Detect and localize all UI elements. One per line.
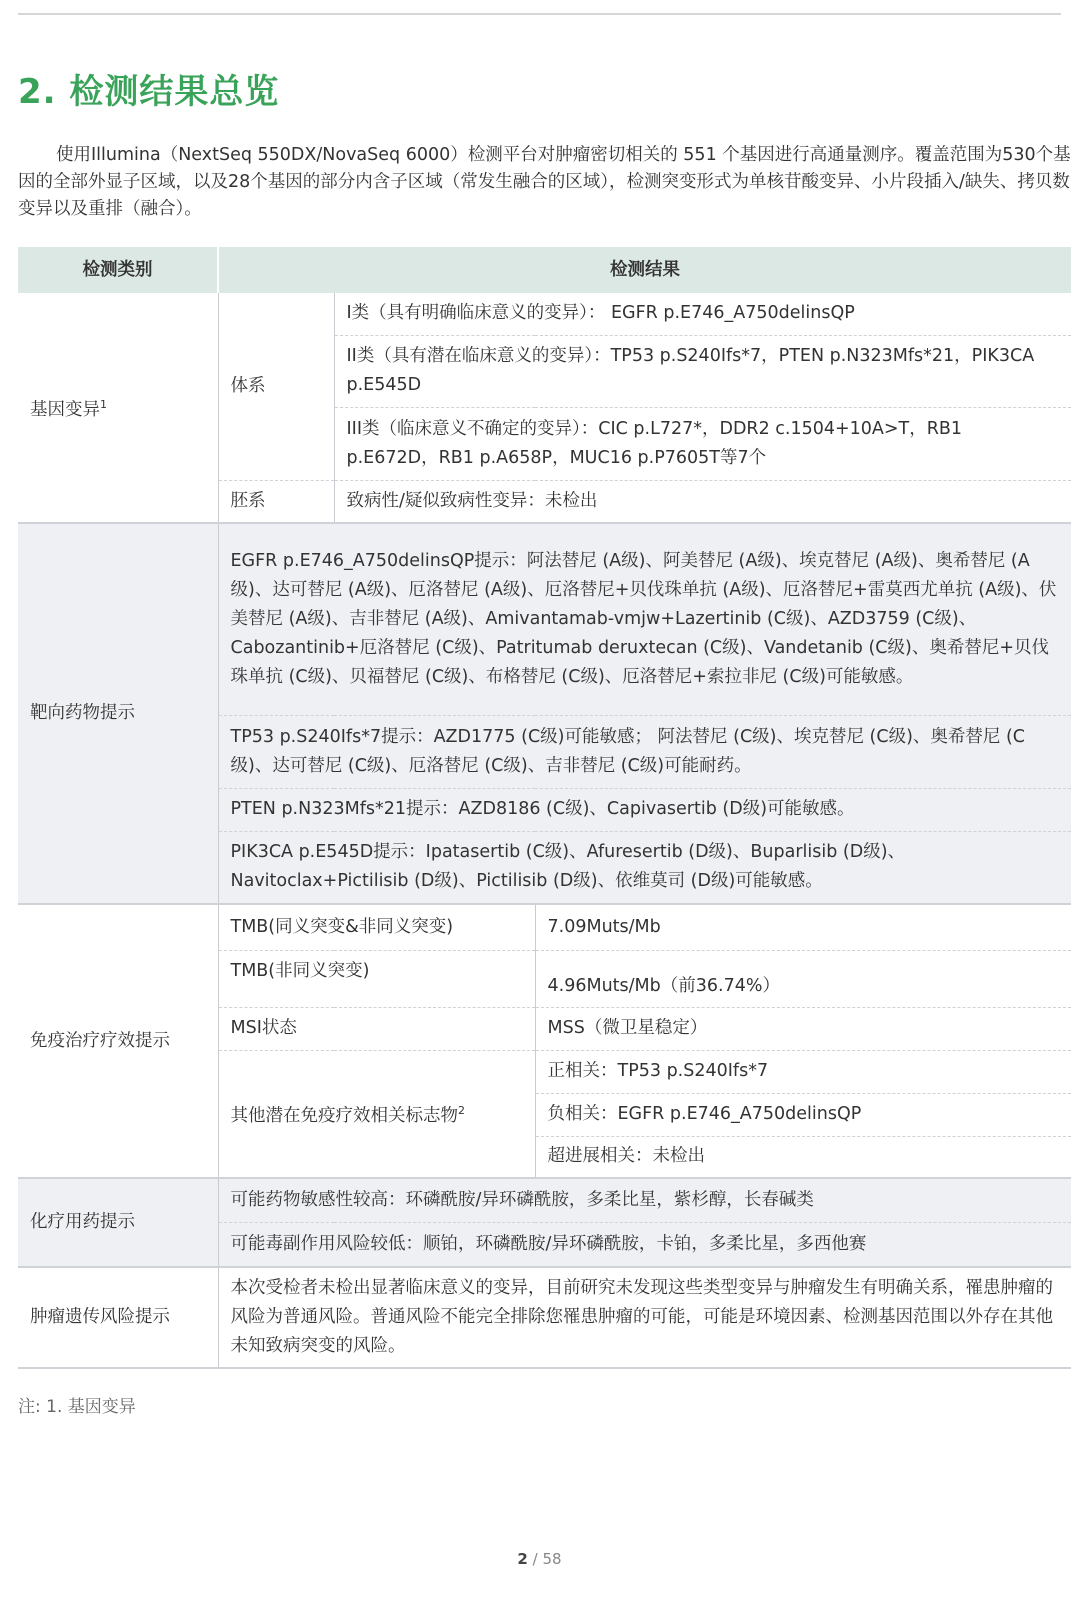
- footnote-ref: 2: [458, 1104, 465, 1118]
- hereditary-category: 肿瘤遗传风险提示: [18, 1267, 218, 1368]
- total-pages: / 58: [532, 1550, 562, 1568]
- msi-value: MSS（微卫星稳定）: [535, 1007, 1071, 1050]
- results-overview-table: [18, 247, 1071, 1369]
- header-result: 检测结果: [218, 247, 1071, 293]
- other-markers-label: [218, 1050, 535, 1178]
- chemo-category: 化疗用药提示: [18, 1178, 218, 1267]
- positive-marker: 正相关：TP53 p.S240Ifs*7: [535, 1050, 1071, 1093]
- targeted-item: EGFR p.E746_A750delinsQP提示：阿法替尼 (A级)、阿美替尼 (A级)、埃克替尼 (A级)、奥希替尼 (A级)、达可替尼 (A级)、厄洛替尼 (A级)、厄洛替尼+贝伐珠单抗 (A级)、厄洛替尼+雷莫西尤单抗 (A级)、伏美替尼 (A级)、吉非替尼 (A级)、Amivantamab-vmjw+Lazertinib (C级)、AZD3759 (C级)、Cabozantinib+厄洛替尼 (C级)、Patritumab deruxtecan (C级)、Vandetanib (C级)、奥希替尼+贝伐珠单抗 (C级)、贝福替尼 (C级)、布格替尼 (C级)、厄洛替尼+索拉非尼 (C级)可能敏感。: [218, 523, 1071, 715]
- germline-label: 胚系: [218, 480, 334, 523]
- table-row: [18, 904, 1071, 950]
- immune-category: 免疫治疗疗效提示: [18, 904, 218, 1178]
- footnote: 注: 1. 基因变异: [18, 1397, 136, 1417]
- current-page: 2: [517, 1550, 528, 1568]
- table-header: [18, 247, 1071, 293]
- class3-result: III类（临床意义不确定的变异）：CIC p.L727*，DDR2 c.1504+10A>T，RB1 p.E672D，RB1 p.A658P，MUC16 p.P7605T等7个: [334, 407, 1071, 480]
- other-markers-text: 其他潜在免疫疗效相关标志物: [230, 1106, 458, 1127]
- table-row: [18, 523, 1071, 715]
- footnote-ref: 1: [100, 398, 107, 412]
- targeted-category: 靶向药物提示: [18, 523, 218, 904]
- chemo-sensitive: 可能药物敏感性较高：环磷酰胺/异环磷酰胺，多柔比星，紫杉醇，长春碱类: [218, 1178, 1071, 1222]
- tmb-ns-label: TMB(非同义突变): [218, 950, 535, 1007]
- msi-label: MSI状态: [218, 1007, 535, 1050]
- class1-result: I类（具有明确临床意义的变异）： EGFR p.E746_A750delinsQP: [346, 303, 855, 324]
- hyperprogression-marker: 超进展相关：未检出: [535, 1136, 1071, 1178]
- header-category: 检测类别: [18, 247, 218, 293]
- class2-result: II类（具有潜在临床意义的变异）：TP53 p.S240Ifs*7，PTEN p.N323Mfs*21，PIK3CA p.E545D: [334, 335, 1071, 407]
- hereditary-result: 本次受检者未检出显著临床意义的变异，目前研究未发现这些类型变异与肿瘤发生有明确关系，罹患肿瘤的风险为普通风险。普通风险不能完全排除您罹患肿瘤的可能，可能是环境因素、检测基因范围以外存在其他未知致病突变的风险。: [230, 1278, 1053, 1356]
- targeted-item: PIK3CA p.E545D提示：Ipatasertib (C级)、Afuresertib (D级)、Buparlisib (D级)、Navitoclax+Pictilisib (D级)、Pictilisib (D级)、依维莫司 (D级)可能敏感。: [218, 831, 1071, 904]
- intro-paragraph: 使用Illumina（NextSeq 550DX/NovaSeq 6000）检测平台对肿瘤密切相关的 551 个基因进行高通量测序。覆盖范围为530个基因的全部外显子区域，以及28个基因的部分内含子区域（常发生融合的区域），检测突变形式为单核苷酸变异、小片段插入/缺失、拷贝数变异以及重排（融合）。: [18, 145, 1071, 219]
- targeted-item: PTEN p.N323Mfs*21提示：AZD8186 (C级)、Capivasertib (D级)可能敏感。: [218, 788, 1071, 831]
- chemo-toxicity: 可能毒副作用风险较低：顺铂，环磷酰胺/异环磷酰胺，卡铂，多柔比星，多西他赛: [218, 1222, 1071, 1267]
- table-row: [18, 293, 1071, 335]
- section-title: 2. 检测结果总览: [18, 72, 280, 112]
- tmb-all-label: TMB(同义突变&非同义突变): [218, 904, 535, 950]
- gene-category: [18, 293, 218, 523]
- page-indicator: [0, 1550, 1079, 1568]
- targeted-item: TP53 p.S240Ifs*7提示：AZD1775 (C级)可能敏感； 阿法替尼 (C级)、埃克替尼 (C级)、奥希替尼 (C级)、达可替尼 (C级)、厄洛替尼 (C级)、吉非替尼 (C级)可能耐药。: [218, 715, 1071, 788]
- gene-label: 基因变异: [30, 399, 100, 420]
- tmb-all-value: 7.09Muts/Mb: [547, 916, 661, 937]
- germline-result: 致病性/疑似致病性变异：未检出: [334, 480, 1071, 523]
- table-row: [18, 1178, 1071, 1222]
- somatic-label: 体系: [218, 293, 334, 480]
- negative-marker: 负相关：EGFR p.E746_A750delinsQP: [535, 1093, 1071, 1136]
- tmb-ns-value: 4.96Muts/Mb（前36.74%）: [535, 950, 1071, 1007]
- table-row: [18, 1267, 1071, 1368]
- top-divider: [18, 13, 1061, 15]
